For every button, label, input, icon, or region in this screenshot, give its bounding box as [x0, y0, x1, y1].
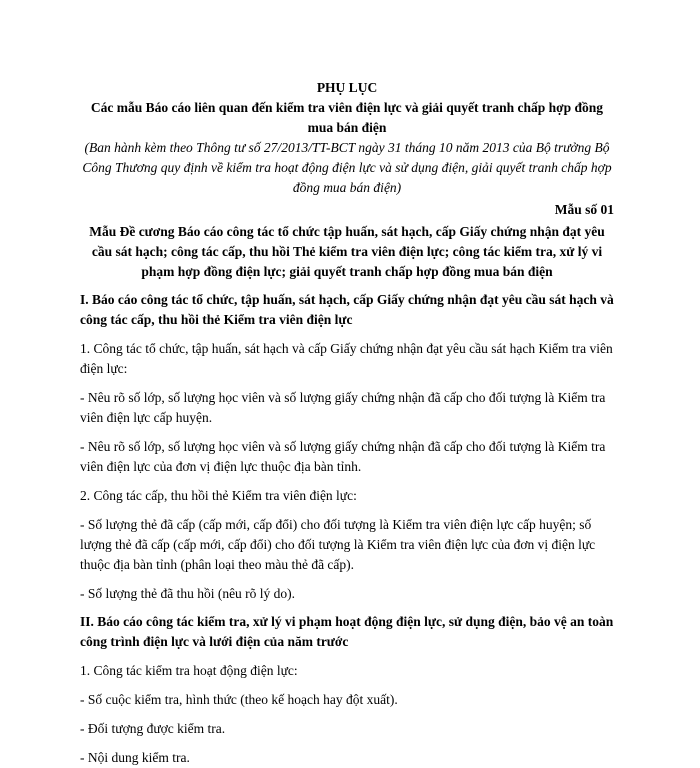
section-1-item: 1. Công tác tổ chức, tập huấn, sát hạch và cấp Giấy chứng nhận đạt yêu cầu sát hạch Kiểm tra viên điện lực:: [80, 341, 613, 376]
section-1-item: - Nêu rõ số lớp, số lượng học viên và số lượng giấy chứng nhận đã cấp cho đối tượng là Kiểm tra viên điện lực cấp huyện.: [80, 390, 606, 425]
section-1-heading: I. Báo cáo công tác tổ chức, tập huấn, sát hạch, cấp Giấy chứng nhận đạt yêu cầu sát hạch và công tác cấp, thu hồi thẻ Kiểm tra viên điện lực: [80, 292, 614, 327]
section-2-heading: II. Báo cáo công tác kiểm tra, xử lý vi phạm hoạt động điện lực, sử dụng điện, bảo vệ an toàn công trình điện lực và lưới điện của năm trước: [80, 614, 614, 649]
form-title: Mẫu Đề cương Báo cáo công tác tổ chức tập huấn, sát hạch, cấp Giấy chứng nhận đạt yêu cầu sát hạch; công tác cấp, thu hồi Thẻ kiểm tra viên điện lực; công tác kiểm tra, xử lý vi phạm hợp đồng điện lực; giải quyết tranh chấp hợp đồng mua bán điện: [89, 224, 605, 279]
section-1-item: - Số lượng thẻ đã thu hồi (nêu rõ lý do).: [80, 586, 296, 601]
section-1-item: - Số lượng thẻ đã cấp (cấp mới, cấp đổi) cho đối tượng là Kiểm tra viên điện lực cấp huyện; số lượng thẻ đã cấp (cấp mới, cấp đổi) cho đối tượng là Kiểm tra viên điện lực của đơn vị điện lực thuộc địa bàn tỉnh (phân loại theo màu thẻ đã cấp).: [80, 517, 596, 572]
appendix-subtitle: Các mẫu Báo cáo liên quan đến kiểm tra viên điện lực và giải quyết tranh chấp hợp đồng mua bán điện: [90, 100, 604, 135]
section-1-item: 2. Công tác cấp, thu hồi thẻ Kiểm tra viên điện lực:: [80, 488, 357, 503]
section-2-item: - Nội dung kiểm tra.: [80, 750, 190, 765]
appendix-title: PHỤ LỤC: [316, 80, 378, 95]
section-2-item: - Đối tượng được kiểm tra.: [80, 721, 226, 736]
section-2-item: - Số cuộc kiểm tra, hình thức (theo kế hoạch hay đột xuất).: [80, 692, 398, 707]
section-1-item: - Nêu rõ số lớp, số lượng học viên và số lượng giấy chứng nhận đã cấp cho đối tượng là Kiểm tra viên điện lực của đơn vị điện lực thuộc địa bàn tỉnh.: [80, 439, 606, 474]
issued-note: (Ban hành kèm theo Thông tư số 27/2013/TT-BCT ngày 31 tháng 10 năm 2013 của Bộ trưởng Bộ Công Thương quy định về kiểm tra hoạt động điện lực và sử dụng điện, giải quyết tranh chấp hợp đồng mua bán điện): [82, 140, 612, 195]
form-number: Mẫu số 01: [554, 202, 614, 217]
section-2-item: 1. Công tác kiểm tra hoạt động điện lực:: [80, 663, 298, 678]
